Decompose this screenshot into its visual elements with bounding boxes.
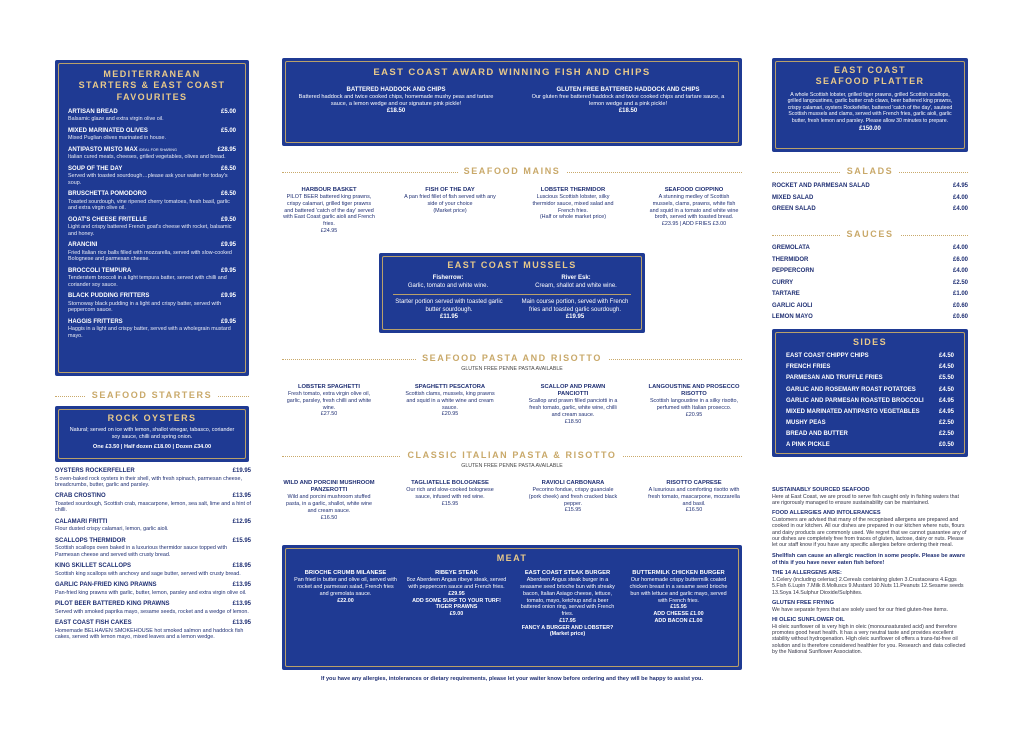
meat-item — [516, 570, 619, 638]
classic-price: £15.95 — [441, 500, 459, 507]
info-heading: FOOD ALLERGIES AND INTOLERANCES — [772, 510, 881, 517]
meat-item — [294, 570, 397, 638]
info-notes — [772, 483, 968, 655]
meat-name: RIBEYE STEAK — [435, 570, 478, 577]
starter-item — [55, 538, 251, 558]
pasta-name: SCALLOP AND PRAWN PANCIOTTI — [540, 384, 606, 398]
sauces-list — [772, 245, 968, 326]
classic-item — [283, 480, 375, 521]
starter-row — [55, 468, 251, 476]
meat-price: £15.95 — [670, 604, 687, 611]
sauces-heading: SAUCES — [772, 229, 968, 240]
meat-extra: FANCY A BURGER AND LOBSTER? — [521, 624, 614, 631]
med-desc: Tenderstem broccoli in a light tempura batter, served with chilli and coriander soy sauce. — [68, 275, 227, 288]
meat-desc: Our homemade crispy buttermilk coated chicken breast in a sesame seed brioche bun with lettuce and garlic mayo, served with French fries. — [629, 577, 728, 604]
med-name: BLACK PUDDING FRITTERS — [68, 293, 150, 300]
starter-price: £15.95 — [232, 537, 251, 544]
starter-name: PILOT BEER BATTERED KING PRAWNS — [55, 601, 170, 608]
sauce-name: GREMOLATA — [772, 245, 810, 251]
classic-item — [404, 480, 496, 507]
starter-item — [55, 468, 251, 488]
med-row — [68, 217, 236, 225]
meat-price: £22.00 — [337, 597, 354, 604]
pasta-price: £20.95 — [685, 411, 703, 418]
starter-item — [55, 563, 251, 577]
med-name: GOAT'S CHEESE FRITELLE — [68, 216, 147, 223]
gf-haddock-chips-desc: Our gluten free battered haddock and twice cooked chips and tartare sauce, a lemon wedge and a pink pickle! — [531, 94, 725, 108]
platter-panel — [772, 58, 968, 152]
classic-heading: CLASSIC ITALIAN PASTA & RISOTTO — [282, 450, 742, 461]
pasta-item — [283, 384, 375, 418]
main-item — [527, 187, 619, 221]
gf-haddock-chips-item — [528, 87, 728, 116]
main-name: HARBOUR BASKET — [301, 187, 357, 193]
river-esk-name: River Esk: — [561, 275, 591, 282]
side-price: £4.50 — [938, 386, 954, 393]
pasta-sub: GLUTEN FREE PENNE PASTA AVAILABLE — [461, 366, 563, 372]
starter-row — [55, 538, 251, 546]
main-desc: Luscious Scottish lobster, silky thermidor sauce, mixed salad and French fries. — [532, 194, 614, 214]
salad-row — [772, 195, 968, 203]
salad-price: £4.00 — [952, 194, 968, 201]
sauce-price: £2.50 — [952, 279, 968, 286]
starter-name: CRAB CROSTINO — [55, 493, 106, 500]
mussels-river-esk — [521, 275, 631, 290]
salad-row — [772, 183, 968, 191]
med-row — [68, 293, 236, 301]
med-item — [68, 268, 236, 288]
allergy-note: If you have any allergies, intolerances or dietary requirements, please let your waiter know before ordering and they will be happy to assist you. — [320, 676, 704, 682]
starter-desc: Scottish scallops oven baked in a luxurious thermidor sauce topped with Parmesan cheese and served with crusty bread. — [55, 545, 227, 558]
info-text: Here at East Coast, we are proud to serve fish caught only in fishing waters that are rigorously managed to ensure sustainability can be maintained. — [772, 493, 959, 507]
mediterranean-title: MEDITERRANEAN STARTERS & EAST COAST FAVOURITES — [78, 69, 226, 102]
seafood-starters-list — [55, 468, 251, 646]
classic-price: £16.50 — [685, 507, 703, 514]
starter-price: £13.95 — [232, 601, 251, 608]
pasta-item — [527, 384, 619, 425]
sauce-row — [772, 314, 968, 322]
info-heading: HI OLEIC SUNFLOWER OIL — [772, 617, 845, 623]
sauce-name: GARLIC AIOLI — [772, 302, 813, 309]
meat-panel — [282, 545, 742, 670]
pasta-name: SPAGHETTI PESCATORA — [414, 384, 486, 390]
pasta-heading: SEAFOOD PASTA AND RISOTTO — [282, 353, 742, 364]
mediterranean-list — [68, 109, 236, 339]
med-price: £9.95 — [220, 267, 236, 274]
med-price: £6.50 — [220, 191, 236, 198]
classic-item — [527, 480, 619, 514]
pasta-price: £20.95 — [441, 411, 459, 418]
classic-item — [648, 480, 740, 514]
sauce-row — [772, 268, 968, 276]
side-row — [786, 442, 954, 450]
med-desc: Served with toasted sourdough…please ask your waiter for today's soup. — [68, 173, 228, 186]
med-price: £6.50 — [220, 165, 236, 172]
starter-desc: Pan-fried king prawns with garlic, butter, lemon, parsley and extra virgin olive oil. — [55, 589, 247, 596]
meat-price: £17.95 — [559, 617, 576, 624]
med-price: £9.50 — [220, 216, 236, 223]
main-name: LOBSTER THERMIDOR — [540, 187, 606, 193]
info-heading: Shellfish can cause an allergic reaction in some people. Please be aware of this if you have never eaten fish before! — [772, 552, 966, 566]
starter-row — [55, 519, 251, 527]
med-item — [68, 242, 236, 262]
starter-desc: Homemade BELHAVEN SMOKEHOUSE hot smoked salmon and haddock fish cakes, served with lemon mayo, mixed leaves and a lemon wedge. — [55, 627, 244, 641]
med-item — [68, 319, 236, 339]
med-row — [68, 128, 236, 136]
main-price: (Half or whole market price) — [539, 214, 607, 221]
info-text: 1.Celery (including celeriac) 2.Cereals containing gluten 3.Crustaceans 4.Eggs 5.Fish 6.Lupin 7.Milk 8.Molluscs 9.Mustard 10.Nuts 11.Peanuts 12.Sesame seeds 13.Soya 14.Sulphur Dioxide/Sulphites. — [772, 576, 964, 596]
med-name: BRUSCHETTA POMODORO — [68, 191, 147, 198]
med-name: HAGGIS FRITTERS — [68, 318, 123, 325]
med-row — [68, 147, 236, 155]
starter-name: CALAMARI FRITTI — [55, 518, 108, 525]
med-item — [68, 147, 236, 161]
side-price: £4.95 — [938, 408, 954, 415]
med-name: MIXED MARINATED OLIVES — [68, 127, 148, 134]
pasta-desc: Scottish langoustine in a silky risotto, perfumed with Italian prosecco. — [649, 398, 739, 412]
med-name: BROCCOLI TEMPURA — [68, 267, 132, 274]
mussels-starter-desc: Starter portion served with toasted garlic butter sourdough. — [395, 299, 503, 313]
med-price: £9.95 — [220, 318, 236, 325]
haddock-chips-name: BATTERED HADDOCK AND CHIPS — [346, 86, 446, 93]
mussels-panel — [379, 253, 645, 333]
mussels-main-desc: Main course portion, served with French fries and toasted garlic sourdough. — [521, 299, 629, 313]
side-price: £2.50 — [938, 419, 954, 426]
classic-desc: A luxurious and comforting risotto with fresh tomato, mascarpone, mozzarella and basil. — [648, 487, 740, 507]
salad-name: MIXED SALAD — [772, 194, 814, 201]
meat-extra-price: ADD BACON £1.00 — [654, 617, 703, 624]
med-desc: Haggis in a light and crispy batter, served with a wholegrain mustard mayo. — [68, 326, 231, 339]
mussels-main-price: £19.95 — [565, 314, 585, 321]
side-row — [786, 387, 954, 395]
sauce-price: £4.00 — [952, 268, 968, 274]
fisherrow-name: Fisherrow: — [432, 275, 464, 282]
main-item — [404, 187, 496, 214]
classic-sub: GLUTEN FREE PENNE PASTA AVAILABLE — [461, 463, 563, 469]
mussels-main — [519, 299, 631, 322]
side-row — [786, 431, 954, 439]
side-name: FRENCH FRIES — [786, 364, 831, 371]
pasta-desc: Scottish clams, mussels, king prawns and squid in a white wine and cream sauce. — [405, 391, 495, 411]
side-price: £4.50 — [938, 364, 954, 371]
med-item — [68, 109, 236, 123]
starter-item — [55, 601, 251, 615]
meat-item — [405, 570, 508, 638]
starter-item — [55, 519, 251, 533]
starter-desc: Scottish king scallops with anchovy and sage butter, served with crusty bread. — [55, 570, 241, 577]
sides-panel — [772, 329, 968, 457]
platter-title: EAST COAST SEAFOOD PLATTER — [815, 65, 925, 87]
info-heading: THE 14 ALLERGENS ARE: — [772, 570, 842, 577]
river-esk-desc: Cream, shallot and white wine. — [535, 282, 617, 289]
salad-name: ROCKET AND PARMESAN SALAD — [772, 183, 870, 189]
med-name: SOUP OF THE DAY — [68, 165, 123, 172]
starter-price: £13.95 — [232, 620, 251, 627]
meat-price: £29.95 — [448, 590, 465, 597]
pasta-desc: Fresh tomato, extra virgin olive oil, garlic, parsley, fresh chilli and white wine. — [286, 391, 372, 411]
salad-price: £4.95 — [952, 183, 968, 189]
main-price: £24.95 — [320, 227, 338, 234]
med-price: £9.95 — [220, 242, 236, 249]
side-name: MUSHY PEAS — [786, 419, 826, 426]
med-desc: Fried Italian rice balls filled with mozzarella, served with slow-cooked Bolognese and parmesan cheese. — [68, 249, 232, 263]
sauce-price: £6.00 — [952, 256, 968, 263]
mussels-title: EAST COAST MUSSELS — [447, 260, 577, 270]
starter-desc: Toasted sourdough, Scottish crab, mascarpone, lemon, sea salt, lime and a hint of chilli. — [55, 500, 251, 514]
main-item — [648, 187, 740, 228]
sauce-name: THERMIDOR — [772, 256, 809, 263]
classic-name: WILD AND PORCINI MUSHROOM PANZEROTTI — [283, 480, 375, 494]
sauce-row — [772, 280, 968, 288]
med-row — [68, 109, 236, 117]
med-row — [68, 242, 236, 250]
meat-desc: Aberdeen Angus steak burger in a seasame seed brioche bun with streaky bacon, Italian Asiago cheese, lettuce, tomato, mayo, ketchup and a beer battered onion ring, served with French fries. — [520, 577, 615, 618]
med-item — [68, 191, 236, 211]
mussels-starter — [393, 299, 505, 322]
platter-desc: A whole Scottish lobster, grilled tiger prawns, grilled Scottish scallops, grilled langoustines, garlic butter crab claws, beer battered king prawns, crispy calamari, oysters Rockefeller, battered 'catch of the day', sauteed Scottish mussels and clams, served with French fries, garlic aioli, garlic butter, fresh lemon and parsley. Please allow 30 minutes to prepare. — [787, 91, 953, 124]
classic-desc: Pecorino fondue, crispy guanciale (pork cheek) and fresh cracked black pepper. — [528, 487, 618, 507]
sauce-row — [772, 245, 968, 253]
seafood-mains-heading: SEAFOOD MAINS — [282, 166, 742, 177]
fisherrow-desc: Garlic, tomato and white wine. — [407, 282, 489, 289]
side-price: £4.95 — [938, 397, 954, 404]
med-price: £28.95 — [217, 146, 236, 153]
pasta-price: £27.50 — [320, 411, 338, 418]
meat-name: BUTTERMILK CHICKEN BURGER — [632, 570, 725, 577]
med-desc: Mixed Puglian olives marinated in house. — [68, 135, 166, 142]
sides-list — [786, 353, 954, 449]
starter-item — [55, 582, 251, 596]
meat-desc: 8oz Aberdeen Angus ribeye steak, served with peppercorn sauce and French fries. — [406, 577, 507, 591]
meat-extra: ADD SOME SURF TO YOUR TURF! TIGER PRAWNS — [412, 597, 501, 611]
mussels-starter-price: £11.95 — [439, 314, 459, 321]
starter-name: KING SKILLET SCALLOPS — [55, 563, 132, 570]
info-text: Hi oleic sunflower oil is very high in oleic (monounsaturated acid) and therefore promotes good heart health. It has a very neutral taste and provides excellent stability without hydrogenation. High oleic sunflower oil offers a trans-fat-free oil solution and is therefore considered healthier for you. Research and data collected by the National Sunflower Association. — [772, 623, 966, 656]
med-row — [68, 166, 236, 174]
rock-oysters-title: ROCK OYSTERS — [107, 413, 197, 423]
main-price: £23.95 | ADD FRIES £3.00 — [661, 221, 727, 228]
med-desc: Italian cured meats, cheeses, grilled vegetables, olives and bread. — [68, 154, 226, 161]
meat-title: MEAT — [496, 553, 528, 563]
sauce-row — [772, 291, 968, 299]
med-item — [68, 166, 236, 186]
pasta-desc: Scallop and prawn filled panciotti in a fresh tomato, garlic, white wine, chilli and cream sauce. — [528, 398, 618, 418]
side-row — [786, 409, 954, 417]
info-text: We have separate fryers that are solely used for our fried gluten-free items. — [772, 606, 948, 613]
classic-name: TAGLIATELLE BOLOGNESE — [411, 480, 489, 486]
meat-extra-price: £9.00 — [449, 611, 464, 618]
classic-desc: Wild and porcini mushroom stuffed pasta, in a garlic, shallot, white wine and cream sauce. — [286, 494, 372, 514]
starter-price: £13.95 — [232, 493, 251, 500]
pasta-item — [404, 384, 496, 418]
salads-list — [772, 183, 968, 218]
side-row — [786, 375, 954, 383]
classic-name: RAVIOLI CARBONARA — [541, 480, 605, 486]
side-name: PARMESAN AND TRUFFLE FRIES — [786, 375, 883, 382]
starter-desc: Served with smoked paprika mayo, sesame seeds, rocket and a wedge of lemon. — [55, 608, 249, 615]
meat-desc: Pan fried in butter and olive oil, served with rocket and parmesan salad, French fries and gremolata sauce. — [294, 577, 397, 597]
med-item — [68, 293, 236, 313]
sauce-name: TARTARE — [772, 291, 800, 297]
med-item — [68, 128, 236, 142]
main-name: SEAFOOD CIOPPINO — [664, 187, 724, 193]
starter-desc: 5 oven-baked rock oysters in their shell, with fresh spinach, parmesan cheese, breadcrumbs, butter, garlic and parsley. — [55, 475, 242, 488]
med-name: ARANCINI — [68, 242, 98, 249]
starter-row — [55, 620, 251, 628]
side-row — [786, 398, 954, 406]
starter-name: SCALLOPS THERMIDOR — [55, 537, 126, 544]
classic-name: RISOTTO CAPRESE — [666, 480, 722, 486]
salads-heading: SALADS — [772, 166, 968, 177]
platter-price: £150.00 — [859, 126, 881, 132]
starter-price: £18.95 — [232, 563, 251, 570]
seafood-starters-heading: SEAFOOD STARTERS — [55, 390, 249, 401]
med-row — [68, 319, 236, 327]
meat-item — [627, 570, 730, 638]
starter-row — [55, 493, 251, 501]
mussels-fisherrow — [393, 275, 503, 290]
sauce-price: £0.60 — [952, 314, 968, 320]
meat-extra: ADD CHEESE £1.00 — [653, 611, 704, 618]
med-desc: Stornoway black pudding in a light and crispy batter, served with peppercorn sauce. — [68, 300, 222, 314]
haddock-chips-price: £18.50 — [386, 108, 406, 115]
starter-desc: Flour dusted crispy calamari, lemon, garlic aioli. — [55, 526, 169, 533]
side-price: £0.50 — [938, 442, 954, 448]
salad-price: £4.00 — [952, 206, 968, 212]
fish-and-chips-title: EAST COAST AWARD WINNING FISH AND CHIPS — [373, 67, 651, 78]
haddock-chips-desc: Battered haddock and twice cooked chips, homemade mushy peas and tartare sauce, a lemon wedge and our signature pink pickle! — [298, 94, 494, 108]
starter-row — [55, 563, 251, 571]
med-row — [68, 191, 236, 199]
starter-price: £12.95 — [232, 518, 251, 525]
side-price: £2.50 — [938, 430, 954, 437]
main-desc: A stunning medley of Scottish mussels, clams, prawns, white fish and squid in a tomato and white wine broth, served with toasted bread. — [649, 194, 739, 221]
med-item — [68, 217, 236, 237]
starter-item — [55, 493, 251, 513]
med-price: £5.00 — [220, 127, 236, 134]
starter-row — [55, 601, 251, 609]
sauce-row — [772, 303, 968, 311]
fish-and-chips-panel — [282, 58, 742, 146]
med-note: IDEAL FOR SHARING — [137, 147, 177, 152]
sauce-price: £4.00 — [952, 245, 968, 251]
starter-item — [55, 620, 251, 640]
starter-price: £13.95 — [232, 582, 251, 589]
sauce-name: LEMON MAYO — [772, 314, 813, 320]
side-price: £4.50 — [938, 353, 954, 360]
gf-haddock-chips-price: £18.50 — [618, 108, 638, 115]
meat-list — [294, 570, 730, 638]
main-desc: PILOT BEER battered king prawns, crispy calamari, grilled tiger prawns and battered 'catch of the day' served with East Coast garlic aioli and French fries. — [283, 194, 375, 228]
med-desc: Toasted sourdough, vine ripened cherry tomatoes, fresh basil, garlic and extra virgin olive oil. — [68, 198, 230, 212]
info-heading: GLUTEN FREE FRYING — [772, 599, 834, 606]
mediterranean-panel — [55, 60, 249, 376]
classic-price: £15.95 — [564, 507, 582, 514]
meat-extra-price: (Market price) — [549, 631, 586, 638]
med-price: £5.00 — [220, 108, 236, 115]
sauce-name: CURRY — [772, 279, 794, 286]
pasta-item — [648, 384, 740, 419]
side-row — [786, 420, 954, 428]
main-price: (Market price) — [433, 207, 467, 214]
med-name: ARTISAN BREAD — [68, 108, 118, 115]
sauce-row — [772, 257, 968, 265]
starter-row — [55, 582, 251, 590]
meat-name: BRIOCHE CRUMB MILANESE — [304, 570, 387, 577]
info-heading: SUSTAINABLY SOURCED SEAFOOD — [772, 487, 870, 493]
pasta-name: LOBSTER SPAGHETTI — [297, 384, 361, 390]
med-name: ANTIPASTO MISTO MAX IDEAL FOR SHARING — [68, 146, 177, 153]
pasta-price: £18.50 — [564, 418, 582, 425]
sauce-price: £0.60 — [952, 302, 968, 309]
med-row — [68, 268, 236, 276]
haddock-chips-item — [296, 87, 496, 116]
side-row — [786, 353, 954, 361]
classic-desc: Our rich and slow-cooked bolognese sauce, infused with red wine. — [406, 487, 494, 500]
side-name: GARLIC AND PARMESAN ROASTED BROCCOLI — [786, 397, 924, 404]
side-name: MIXED MARINATED ANTIPASTO VEGETABLES — [786, 408, 920, 415]
side-name: EAST COAST CHIPPY CHIPS — [786, 353, 869, 360]
main-desc: A pan fried fillet of fish served with any side of your choice — [404, 194, 496, 207]
side-name: GARLIC AND ROSEMARY ROAST POTATOES — [786, 386, 916, 393]
med-desc: Balsamic glaze and extra virgin olive oil. — [68, 116, 164, 123]
pasta-name: LANGOUSTINE AND PROSECCO RISOTTO — [648, 384, 740, 398]
sauce-price: £1.00 — [952, 291, 968, 297]
starter-price: £19.95 — [232, 468, 251, 474]
rock-oysters-desc: Natural; served on ice with lemon, shallot vinegar, tabasco, coriander soy sauce, chilli and spring onion. — [69, 427, 235, 440]
sauce-name: PEPPERCORN — [772, 268, 815, 274]
rock-oysters-prices: One £3.50 | Half dozen £18.00 | Dozen £34.00 — [92, 444, 212, 451]
salad-name: GREEN SALAD — [772, 206, 816, 212]
starter-name: OYSTERS ROCKERFELLER — [55, 468, 135, 474]
classic-price: £16.50 — [320, 514, 338, 521]
side-name: A PINK PICKLE — [786, 442, 830, 448]
starter-name: EAST COAST FISH CAKES — [55, 620, 132, 627]
gf-haddock-chips-name: GLUTEN FREE BATTERED HADDOCK AND CHIPS — [556, 86, 700, 93]
side-name: BREAD AND BUTTER — [786, 430, 848, 437]
meat-name: EAST COAST STEAK BURGER — [524, 570, 611, 577]
starter-name: GARLIC PAN-FRIED KING PRAWNS — [55, 582, 157, 589]
side-row — [786, 364, 954, 372]
main-name: FISH OF THE DAY — [425, 187, 475, 193]
main-item — [283, 187, 375, 235]
sides-title: SIDES — [852, 337, 887, 347]
rock-oysters-panel — [55, 406, 249, 462]
med-price: £9.95 — [220, 293, 236, 300]
med-desc: Light and crispy battered French goat's cheese with rocket, balsamic and honey. — [68, 224, 232, 237]
info-text: Customers are advised that many of the recognised allergens are prepared and cooked in our kitchen. All our dishes are prepared in our kitchen where nuts, flours and dairy products are commonly used. We regret that we cannot guarantee any of our dishes are completely free from traces of gluten, lactose, dairy or nuts. Please let our staff know if you have any specific allergies before ordering their meal. — [772, 517, 967, 549]
salad-row — [772, 206, 968, 214]
side-price: £5.50 — [938, 375, 954, 382]
